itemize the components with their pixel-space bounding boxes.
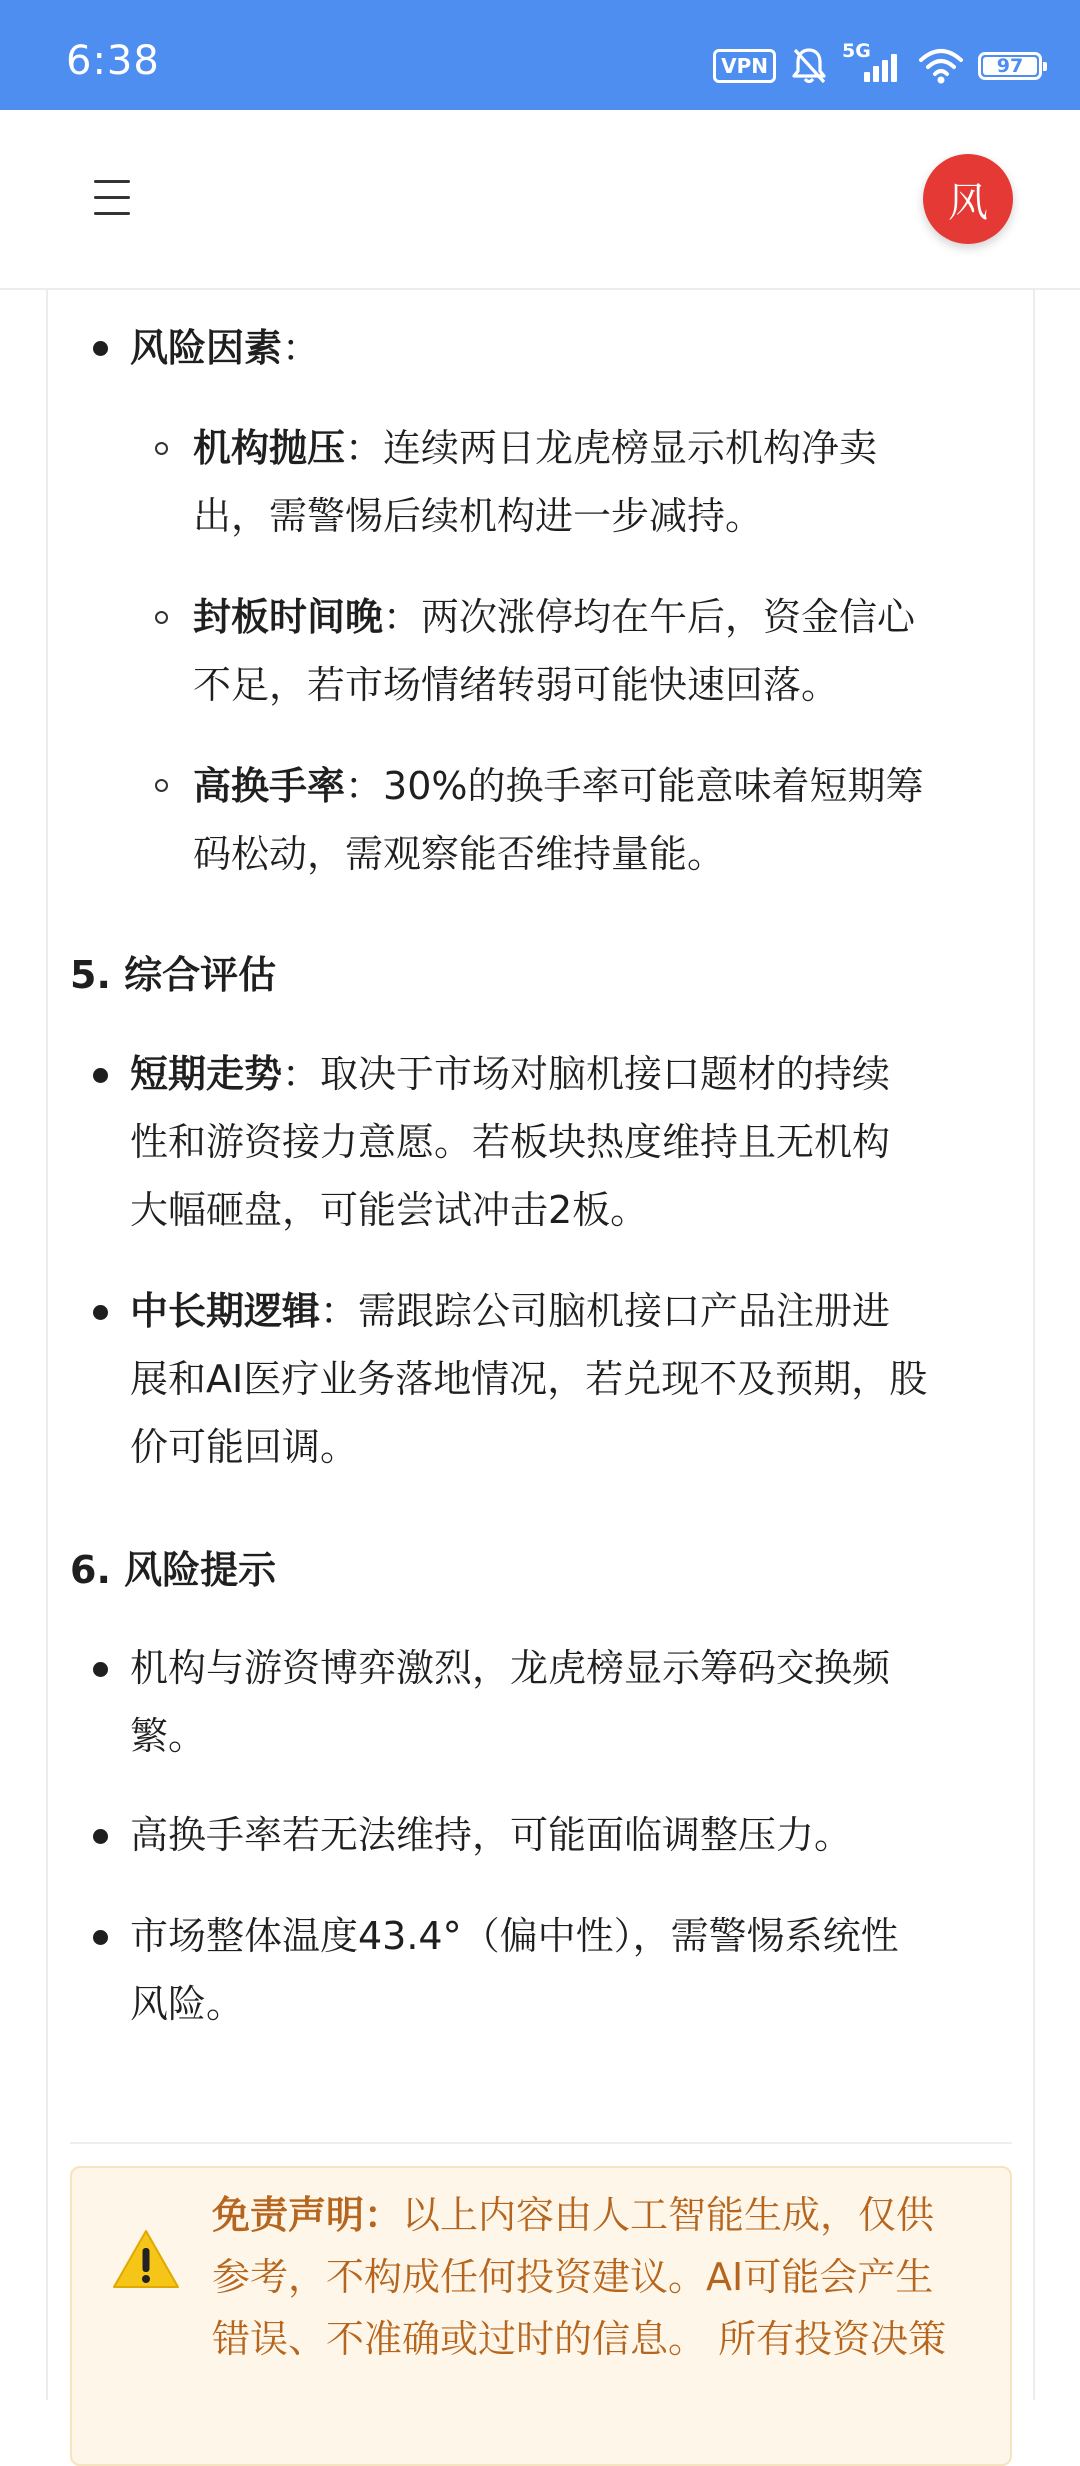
list-item: 机构与游资博弈激烈，龙虎榜显示筹码交换频 繁。 [130,1646,891,1758]
list-item: 短期走势：取决于市场对脑机接口题材的持续 性和游资接力意愿。若板块热度维持且无机构 大幅砸盘，可能尝试冲击2板。 [130,1052,891,1232]
disclaimer-text: 免责声明：以上内容由人工智能生成，仅供 参考，不构成任何投资建议。AI可能会产生 错误、不准确或过时的信息。 所有投资决策 [212,2193,947,2361]
app-header [0,110,1080,290]
bullet-icon [93,1068,108,1083]
warning-icon [112,2228,180,2290]
risk-item: 高换手率：30%的换手率可能意味着短期筹 码松动，需观察能否维持量能。 [193,764,924,876]
divider [70,2142,1012,2144]
status-bar [0,0,1080,110]
bullet-icon [93,1662,108,1677]
section-heading-5: 5. 综合评估 [70,953,277,997]
sub-bullet-icon [155,611,168,624]
risk-factors-heading: 风险因素： [130,326,321,370]
bullet-icon [93,1930,108,1945]
list-item: 中长期逻辑：需跟踪公司脑机接口产品注册进 展和AI医疗业务落地情况，若兑现不及预期，股 价可能回调。 [130,1289,928,1469]
card-border-left [46,290,48,2400]
card-border-right [1033,290,1035,2400]
battery-icon: 97 [978,52,1042,80]
list-item: 市场整体温度43.4°（偏中性），需警惕系统性 风险。 [130,1914,899,2026]
wifi-icon [918,48,964,84]
avatar[interactable]: 风 [923,154,1013,244]
cellular-signal-icon: 5G [842,46,904,86]
disclaimer-box [70,2166,1012,2466]
bell-muted-icon [790,46,828,86]
status-icons [713,40,1042,88]
sub-bullet-icon [155,442,168,455]
menu-button[interactable] [94,180,132,216]
section-heading-6: 6. 风险提示 [70,1548,277,1592]
bullet-icon [93,1305,108,1320]
status-time: 6:38 [66,38,160,84]
bullet-icon [93,341,108,356]
list-item: 高换手率若无法维持，可能面临调整压力。 [130,1813,853,1857]
vpn-icon: VPN [713,49,776,83]
sub-bullet-icon [155,779,168,792]
risk-item: 封板时间晚：两次涨停均在午后，资金信心 不足，若市场情绪转弱可能快速回落。 [193,595,916,707]
bullet-icon [93,1829,108,1844]
risk-item: 机构抛压：连续两日龙虎榜显示机构净卖 出，需警惕后续机构进一步减持。 [193,426,878,538]
